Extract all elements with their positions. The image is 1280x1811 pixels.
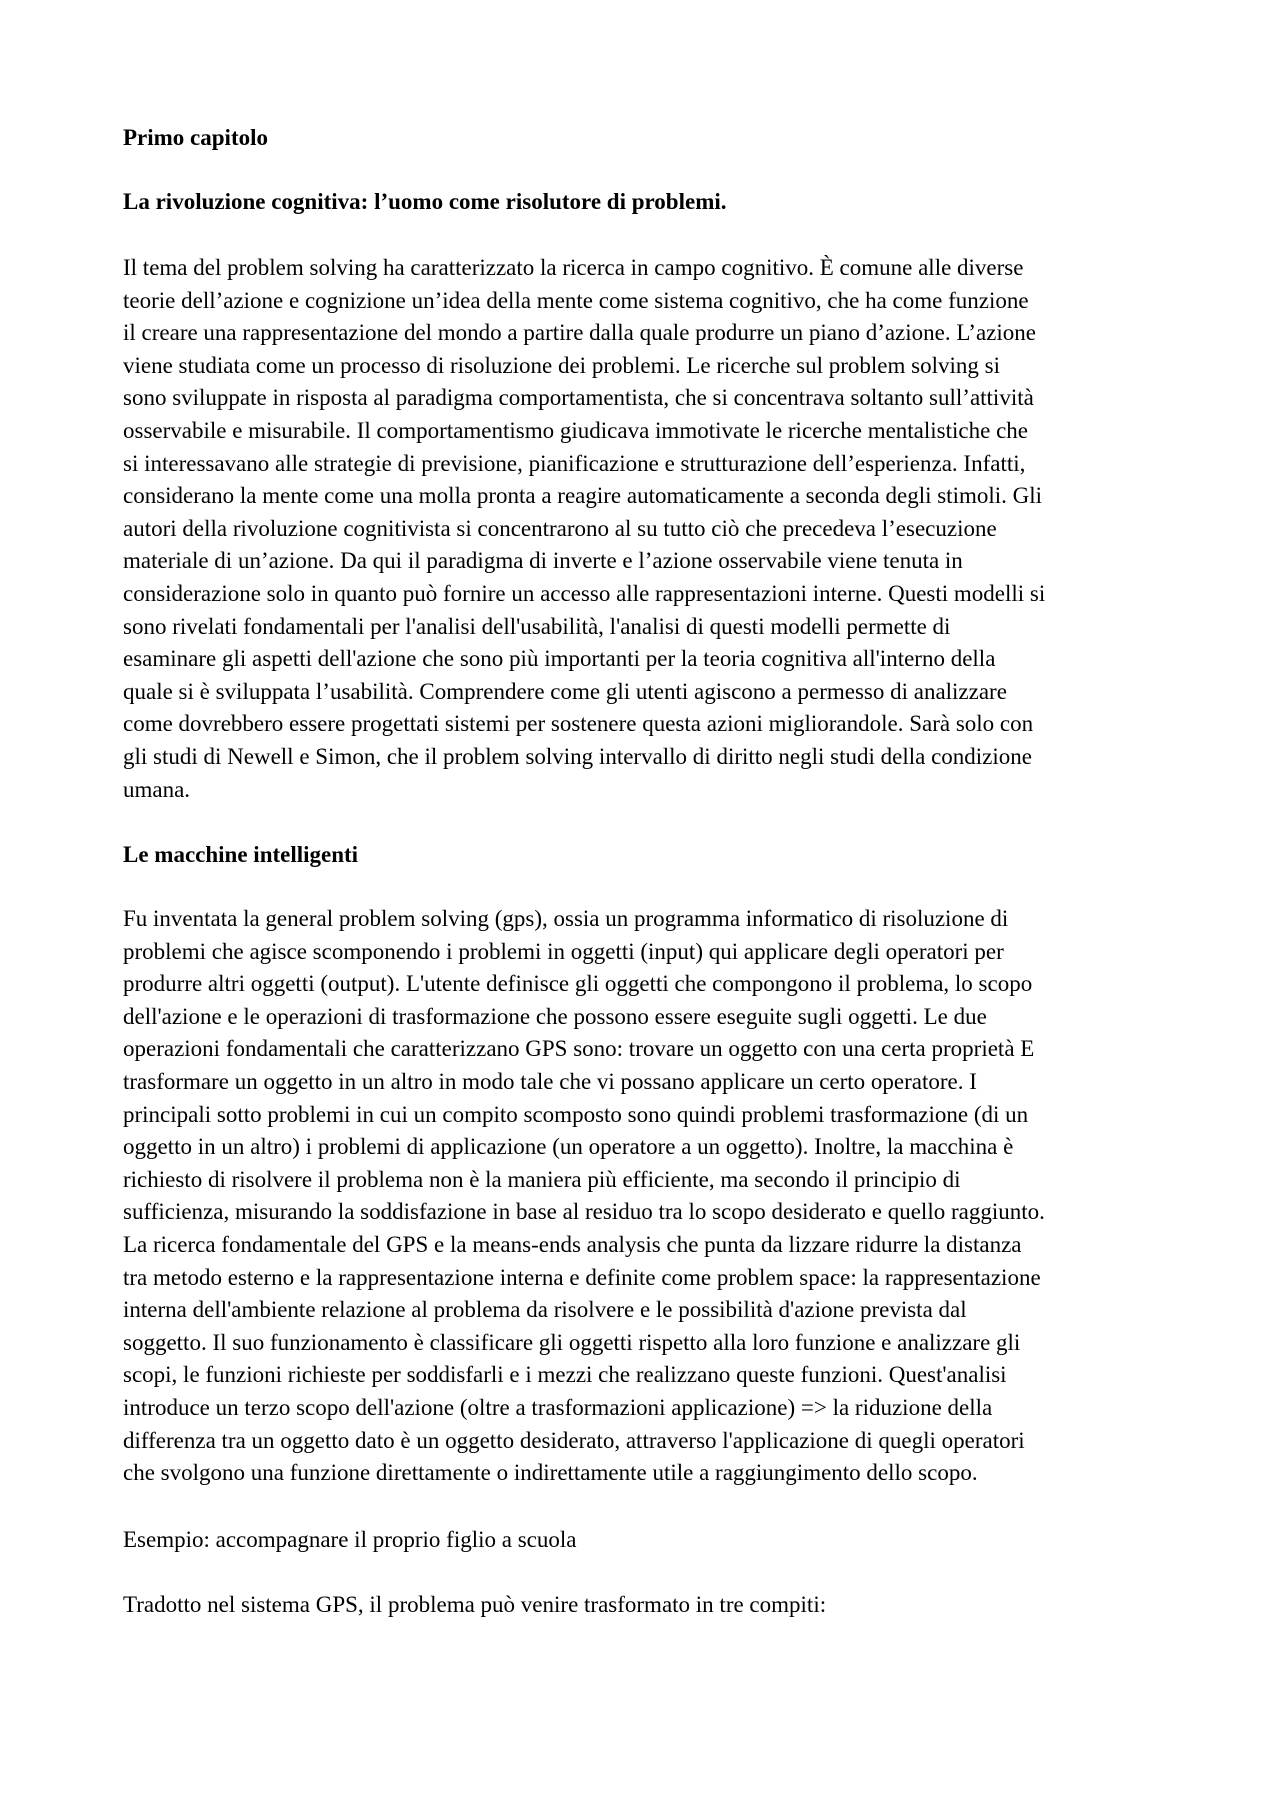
paragraph-gps [123, 903, 1183, 1490]
paragraph-problem-solving [123, 252, 1183, 806]
text-line: problemi che agisce scomponendo i problemi in oggetti (input) qui applicare degli operatori per [123, 938, 1004, 964]
text-line: sufficienza, misurando la soddisfazione in base al residuo tra lo scopo desiderato e quello raggiunto. [123, 1199, 1045, 1225]
text-line: sono sviluppate in risposta al paradigma comportamentista, che si concentrava soltanto sull’attività [123, 385, 1034, 411]
text-line: dell'azione e le operazioni di trasformazione che possono essere eseguite sugli oggetti. Le due [123, 1003, 987, 1029]
text-line: come dovrebbero essere progettati sistemi per sostenere questa azioni migliorandole. Sarà solo con [123, 711, 1034, 737]
text-line: tra metodo esterno e la rappresentazione interna e definite come problem space: la rappresentazione [123, 1264, 1041, 1290]
text-line: il creare una rappresentazione del mondo a partire dalla quale produrre un piano d’azione. L’azione [123, 320, 1036, 346]
text-line: esaminare gli aspetti dell'azione che sono più importanti per la teoria cognitiva all'interno della [123, 646, 996, 672]
text-line: umana. [123, 776, 191, 802]
text-line: introduce un terzo scopo dell'azione (oltre a trasformazioni applicazione) => la riduzione della [123, 1395, 993, 1420]
paragraph-example: Esempio: accompagnare il proprio figlio a scuola [123, 1526, 577, 1552]
text-line: interna dell'ambiente relazione al problema da risolvere e le possibilità d'azione prevista dal [123, 1297, 967, 1323]
document-page [123, 122, 1183, 1622]
text-line: autori della rivoluzione cognitivista si concentrarono al su tutto ciò che precedeva l’esecuzione [123, 515, 997, 541]
machines-heading: Le macchine intelligenti [123, 842, 359, 868]
text-line: materiale di un’azione. Da qui il paradigma di inverte e l’azione osservabile viene tenuta in [123, 548, 963, 574]
text-line: si interessavano alle strategie di previsione, pianificazione e strutturazione dell’esperienza. Infatti, [123, 450, 1026, 476]
text-line: oggetto in un altro) i problemi di applicazione (un operatore a un oggetto). Inoltre, la macchina è [123, 1134, 1014, 1160]
text-line: produrre altri oggetti (output). L'utente definisce gli oggetti che compongono il problema, lo scopo [123, 971, 1033, 997]
text-line: che svolgono una funzione direttamente o indirettamente utile a raggiungimento dello scopo. [123, 1460, 978, 1486]
text-line: sono rivelati fondamentali per l'analisi dell'usabilità, l'analisi di questi modelli permette di [123, 613, 951, 639]
text-line: viene studiata come un processo di risoluzione dei problemi. Le ricerche sul problem solving si [123, 352, 1000, 378]
chapter-heading: Primo capitolo [123, 125, 268, 150]
text-line: principali sotto problemi in cui un compito scomposto sono quindi problemi trasformazione (di un [123, 1101, 1029, 1127]
text-line: gli studi di Newell e Simon, che il problem solving intervallo di diritto negli studi della condizione [123, 743, 1032, 769]
text-line: considerazione solo in quanto può fornire un accesso alle rappresentazioni interne. Questi modelli si [123, 580, 1046, 606]
text-line: osservabile e misurabile. Il comportamentismo giudicava immotivate le ricerche mentalistiche che [123, 417, 1028, 443]
text-line: operazioni fondamentali che caratterizzano GPS sono: trovare un oggetto con una certa proprietà E [123, 1036, 1035, 1062]
text-line: considerano la mente come una molla pronta a reagire automaticamente a seconda degli stimoli. Gli [123, 483, 1043, 509]
paragraph-gps-translation: Tradotto nel sistema GPS, il problema può venire trasformato in tre compiti: [123, 1592, 827, 1618]
text-line: differenza tra un oggetto dato è un oggetto desiderato, attraverso l'applicazione di quegli operatori [123, 1427, 1025, 1453]
text-line: trasformare un oggetto in un altro in modo tale che vi possano applicare un certo operatore. I [123, 1069, 977, 1095]
text-line: La ricerca fondamentale del GPS e la means-ends analysis che punta da lizzare ridurre la distanza [123, 1232, 1022, 1258]
text-line: soggetto. Il suo funzionamento è classificare gli oggetti rispetto alla loro funzione e analizzare gli [123, 1329, 1021, 1355]
section-heading: La rivoluzione cognitiva: l’uomo come risolutore di problemi. [123, 189, 727, 214]
text-line: scopi, le funzioni richieste per soddisfarli e i mezzi che realizzano queste funzioni. Quest'analisi [123, 1362, 1007, 1388]
text-line: Fu inventata la general problem solving (gps), ossia un programma informatico di risoluzione di [123, 906, 1009, 932]
text-line: Il tema del problem solving ha caratterizzato la ricerca in campo cognitivo. È comune alle diverse [123, 255, 1024, 280]
text-line: richiesto di risolvere il problema non è la maniera più efficiente, ma secondo il principio di [123, 1166, 961, 1192]
text-line: quale si è sviluppata l’usabilità. Comprendere come gli utenti agiscono a permesso di analizzare [123, 678, 1007, 704]
text-line: teorie dell’azione e cognizione un’idea della mente come sistema cognitivo, che ha come funzione [123, 287, 1029, 313]
